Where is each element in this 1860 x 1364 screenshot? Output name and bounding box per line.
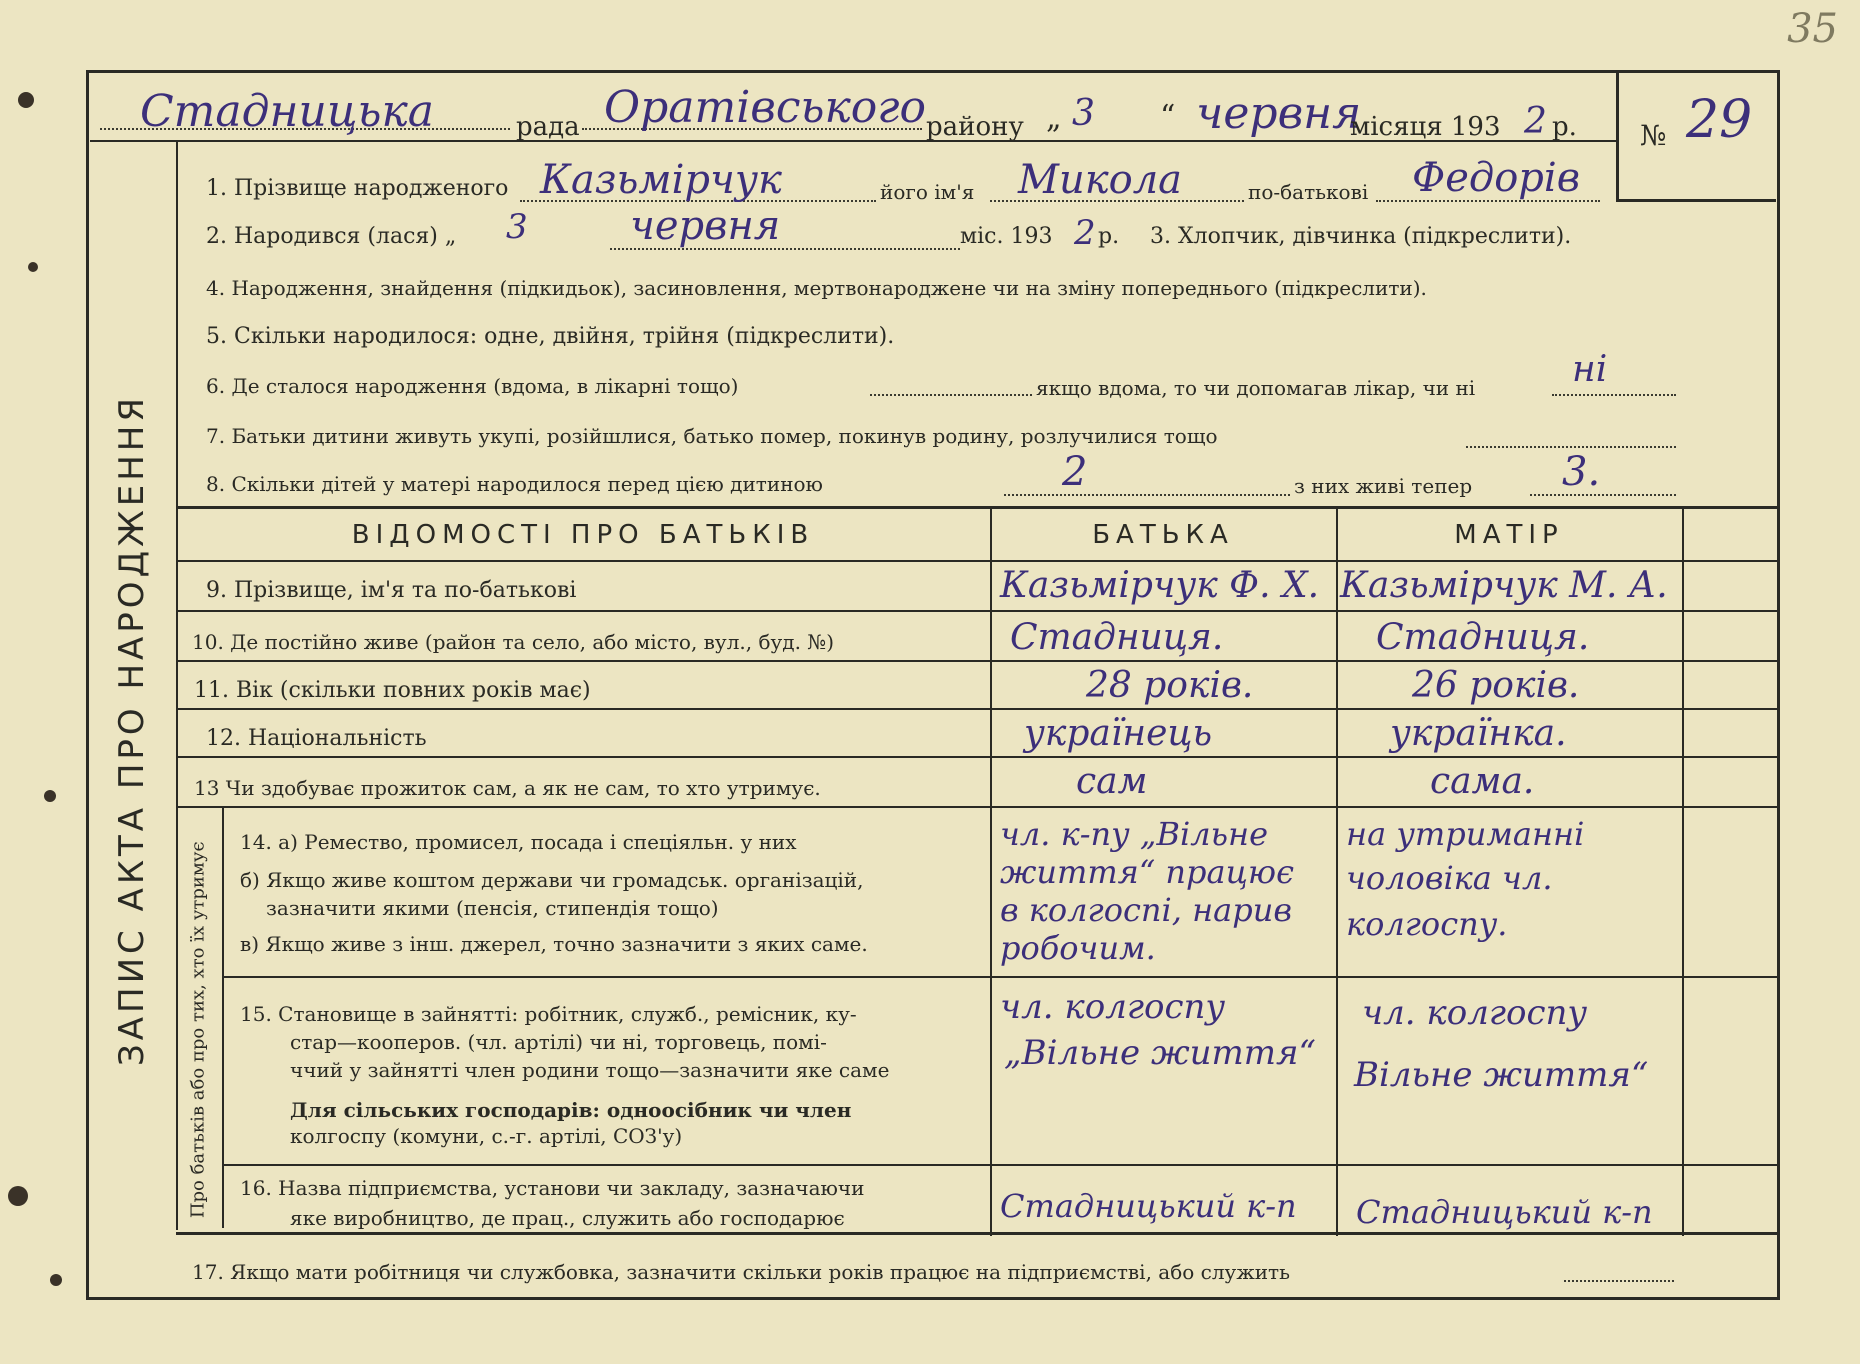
father-employment-line: „Вільне життя“ [1004, 1033, 1316, 1073]
father-employment-line: чл. колгоспу [1000, 987, 1226, 1027]
mother-residence: Стадниця. [1376, 617, 1590, 658]
item1-label: 1. Прізвище народженого [206, 176, 509, 201]
label-raionu: району [926, 112, 1024, 142]
district-name: Оратівського [604, 82, 926, 133]
row17-label: 17. Якщо мати робітниця чи службовка, зазначити скільки років працює на підприємстві, або служить [192, 1260, 1290, 1284]
header-year-digit: 2 [1524, 101, 1547, 142]
table-row-rule [176, 756, 1780, 758]
item8-alive-label: з них живі тепер [1294, 474, 1473, 498]
father-nationality: українець [1024, 713, 1213, 754]
header-day: 3 [1072, 93, 1095, 134]
row15-label-line: ччий у зайнятті член родини тощо—зазначити яке саме [290, 1058, 890, 1082]
quote-open: „ [1046, 101, 1062, 136]
table-row-label: 13 Чи здобуває прожиток сам, а як не сам, то хто утримує. [194, 776, 821, 800]
mother-occupation-line: чоловіка чл. [1346, 859, 1553, 897]
row15-label-line: стар—кооперов. (чл. артілі) чи ні, торговець, помі- [290, 1030, 827, 1054]
child-name: Микола [1018, 157, 1183, 203]
mother-support: сама. [1430, 761, 1535, 802]
child-patronymic: Федорів [1412, 155, 1580, 201]
table-header-rule [176, 560, 1780, 562]
table-row-rule [176, 610, 1780, 612]
item4-label: 4. Народження, знайдення (підкидьок), засиновлення, мертвонароджене чи на зміну попереднього (підкреслити). [206, 276, 1427, 300]
table-row-rule [176, 806, 1780, 808]
label-rada: рада [516, 112, 580, 142]
binder-hole-mark [18, 92, 34, 108]
parents-support-side-label: Про батьків або про тих, хто їх утримує [187, 841, 209, 1219]
binder-hole-mark [28, 262, 38, 272]
item3-sex-label: 3. Хлопчик, дівчинка (підкреслити). [1150, 224, 1572, 249]
row15-label-line: 15. Становище в зайнятті: робітник, служб., ремісник, ку- [240, 1002, 857, 1026]
table-row-label: 10. Де постійно живе (район та село, або місто, вул., буд. №) [192, 630, 835, 654]
row15-label-line: колгоспу (комуни, с.-г. артілі, СОЗ'у) [290, 1124, 683, 1148]
father-residence: Стадниця. [1010, 617, 1224, 658]
doctor-blank [1552, 394, 1676, 396]
children-count-blank [1004, 494, 1290, 496]
row17-blank [1564, 1280, 1674, 1282]
table-row-label: 11. Вік (скільки повних років має) [194, 678, 591, 703]
item2-year-label: міс. 193 [960, 224, 1053, 249]
table-row-rule [176, 708, 1780, 710]
table-section-header: ВІДОМОСТІ ПРО БАТЬКІВ [351, 520, 815, 550]
mother-column-header: МАТІР [1454, 520, 1564, 550]
mother-nationality: українка. [1390, 713, 1567, 754]
mother-occupation-line: на утриманні [1346, 815, 1585, 853]
item6-doctor-label: якщо вдома, то чи допомагав лікар, чи ні [1036, 376, 1476, 400]
table-row-rule [176, 660, 1780, 662]
mother-occupation-line: колгоспу. [1346, 905, 1508, 943]
mother-column-divider [1336, 506, 1338, 1236]
father-occupation-line: чл. к-пу „Вільне [1000, 815, 1269, 853]
item1-name-label: його ім'я [880, 180, 975, 204]
row14-b-label: б) Якщо живе коштом держави чи громадськ. організацій, [240, 868, 864, 892]
item2-r: р. [1098, 224, 1120, 249]
birthplace-blank [870, 394, 1032, 396]
mother-workplace: Стадницький к-п [1356, 1193, 1653, 1231]
item5-label: 5. Скільки народилося: одне, двійня, трійня (підкреслити). [206, 324, 895, 349]
extra-column-divider [1682, 506, 1684, 1236]
table-row-rule [222, 976, 1780, 978]
record-number: 29 [1686, 90, 1753, 150]
item7-label: 7. Батьки дитини живуть укупі, розійшлися, батько помер, покинув родину, розлучилися тощо [206, 424, 1218, 448]
row17-rule [176, 1232, 1780, 1235]
child-surname: Казьмірчук [540, 157, 782, 203]
alive-count: 3. [1562, 449, 1601, 495]
row16-label-line: 16. Назва підприємства, установи чи закладу, зазначаючи [240, 1176, 865, 1200]
father-age: 28 років. [1086, 665, 1254, 706]
header-month: червня [1196, 88, 1362, 139]
table-row-rule [222, 1164, 1780, 1166]
item6-label: 6. Де сталося народження (вдома, в лікарні тощо) [206, 374, 739, 398]
item8-label: 8. Скільки дітей у матері народилося перед цією дитиною [206, 472, 823, 496]
birth-month: червня [630, 203, 781, 249]
parents-status-blank [1466, 446, 1676, 448]
children-count: 2 [1062, 449, 1088, 495]
quote-close: “ [1160, 99, 1176, 134]
father-column-divider [990, 506, 992, 1236]
label-month-year: місяця 193 [1350, 112, 1501, 142]
row14-a-label: 14. а) Ремество, промисел, посада і спеціяльн. у них [240, 830, 797, 854]
birth-year-digit: 2 [1074, 213, 1096, 253]
item2-label: 2. Народився (лася) „ [206, 224, 457, 249]
mother-employment-line: чл. колгоспу [1362, 993, 1588, 1033]
father-workplace: Стадницький к-п [1000, 1187, 1297, 1225]
label-r: р. [1552, 112, 1577, 142]
row14-c-label: в) Якщо живе з інш. джерел, точно зазначити з яких саме. [240, 932, 868, 956]
table-row-label: 9. Прізвище, ім'я та по-батькові [206, 578, 577, 603]
birth-day: 3 [506, 207, 528, 247]
father-support: сам [1076, 761, 1148, 802]
father-column-header: БАТЬКА [1092, 520, 1234, 550]
doctor-answer: ні [1572, 349, 1608, 390]
table-row-label: 12. Національність [206, 726, 427, 751]
corner-archive-mark: 35 [1787, 6, 1838, 52]
mother-employment-line: Вільне життя“ [1354, 1055, 1649, 1095]
council-name: Стадницька [140, 86, 434, 137]
binder-hole-mark [44, 790, 56, 802]
binder-hole-mark [50, 1274, 62, 1286]
father-occupation-line: життя“ працює [1000, 853, 1294, 891]
row15-label-line: Для сільських господарів: одноосібник чи член [290, 1098, 852, 1122]
row16-label-line: яке виробництво, де прац., служить або господарює [290, 1206, 845, 1230]
row14-b2-label: зазначити якими (пенсія, стипендія тощо) [266, 896, 719, 920]
binder-hole-mark [8, 1186, 28, 1206]
father-occupation-line: робочим. [1000, 929, 1156, 967]
mother-age: 26 років. [1412, 665, 1580, 706]
mother-full-name: Казьмірчук М. А. [1340, 565, 1668, 606]
item1-patronymic-label: по-батькові [1248, 180, 1369, 204]
father-occupation-line: в колгоспі, нарив [1000, 891, 1292, 929]
side-title: ЗАПИС АКТА ПРО НАРОДЖЕННЯ [112, 394, 152, 1066]
table-top-rule [176, 506, 1780, 509]
number-label: № [1640, 119, 1667, 152]
alive-count-blank [1530, 494, 1676, 496]
father-full-name: Казьмірчук Ф. Х. [1000, 565, 1320, 606]
